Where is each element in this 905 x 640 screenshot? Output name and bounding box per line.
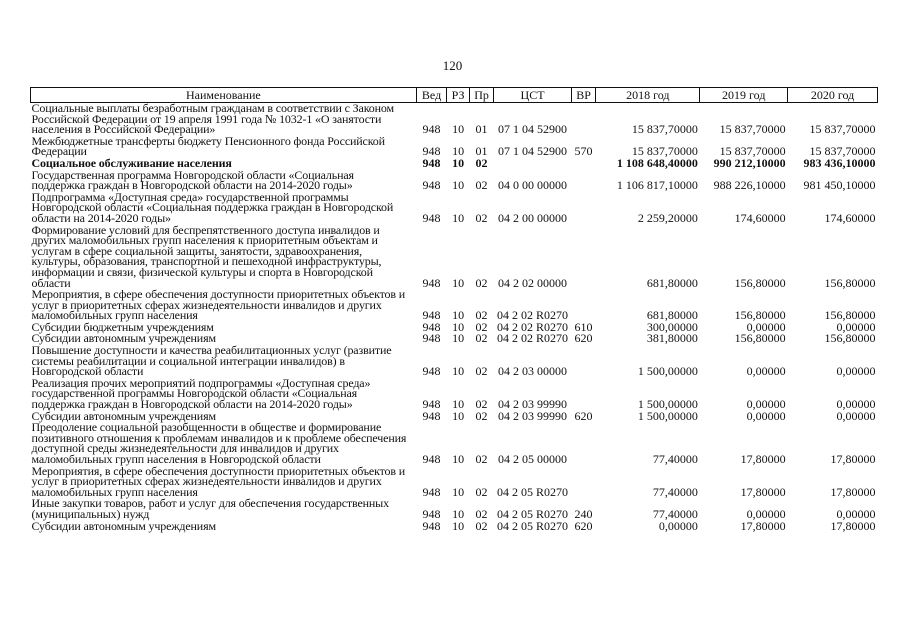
cell-pr: 02 bbox=[475, 178, 488, 193]
column-header-name: Наименование bbox=[31, 88, 417, 103]
cell-pr: 02 bbox=[475, 408, 488, 423]
cell-vr: 620 bbox=[574, 331, 593, 346]
cell-vr bbox=[571, 224, 595, 289]
cell-2019: 174,60000 bbox=[734, 210, 786, 225]
cell-2018: 0,00000 bbox=[658, 518, 698, 533]
cell-rz: 10 bbox=[452, 155, 465, 170]
cell-vr: 620 bbox=[574, 408, 593, 423]
cell-2018: 1 500,00000 bbox=[637, 408, 698, 423]
table-row bbox=[31, 377, 878, 410]
cell-2018: 15 837,70000 bbox=[631, 144, 698, 159]
cell-2019: 156,80000 bbox=[734, 308, 786, 323]
cell-cst: 04 2 03 99990 bbox=[498, 397, 568, 412]
table-row bbox=[31, 520, 878, 532]
cell-ved: 948 bbox=[422, 275, 441, 290]
cell-rz: 10 bbox=[452, 308, 465, 323]
cell-2019: 156,80000 bbox=[734, 331, 786, 346]
cell-2019: 990 212,10000 bbox=[713, 155, 786, 170]
cell-vr: 610 bbox=[574, 319, 593, 334]
cell-pr: 02 bbox=[475, 308, 488, 323]
cell-rz: 10 bbox=[452, 408, 465, 423]
cell-vr bbox=[571, 465, 595, 498]
cell-2019: 0,00000 bbox=[746, 408, 786, 423]
cell-ved: 948 bbox=[422, 484, 441, 499]
cell-cst: 04 2 00 00000 bbox=[498, 210, 568, 225]
cell-name: Преодоление социальной разобщенности в обществе и формирование позитивного отношения к проблемам инвалидов и к проблеме обеспечения доступной среды жизнедеятельности для инвалидов и других маломобильных групп населения в Новгородской области bbox=[31, 420, 407, 466]
cell-cst: 04 2 03 99990 bbox=[498, 408, 568, 423]
table-row bbox=[31, 465, 878, 498]
cell-2020: 17,80000 bbox=[830, 518, 876, 533]
cell-2020: 0,00000 bbox=[836, 408, 876, 423]
table-row bbox=[31, 191, 878, 224]
cell-rz: 10 bbox=[452, 484, 465, 499]
cell-vr bbox=[571, 421, 595, 464]
cell-cst: 04 2 02 R0270 bbox=[497, 331, 569, 346]
cell-pr: 02 bbox=[475, 275, 488, 290]
cell-ved: 948 bbox=[422, 144, 441, 159]
column-header-ved: Вед bbox=[416, 88, 447, 103]
cell-name: Субсидии автономным учреждениям bbox=[31, 518, 216, 533]
cell-2020: 0,00000 bbox=[836, 319, 876, 334]
cell-cst: 04 2 05 R0270 bbox=[497, 506, 569, 521]
cell-pr: 01 bbox=[475, 122, 488, 137]
cell-pr: 02 bbox=[475, 331, 488, 346]
cell-cst: 04 2 02 R0270 bbox=[497, 308, 569, 323]
table-row bbox=[31, 421, 878, 464]
cell-vr: 620 bbox=[574, 518, 593, 533]
cell-rz: 10 bbox=[452, 364, 465, 379]
cell-cst: 04 2 03 00000 bbox=[498, 364, 568, 379]
cell-vr bbox=[571, 344, 595, 377]
cell-ved: 948 bbox=[422, 319, 441, 334]
cell-ved: 948 bbox=[422, 452, 441, 466]
cell-cst: 04 2 02 00000 bbox=[498, 275, 568, 290]
cell-name: Повышение доступности и качества реабилитационных услуг (развитие системы реабилитации и социальной интеграции инвалидов) в Новгородской области bbox=[31, 343, 392, 379]
cell-ved: 948 bbox=[422, 210, 441, 225]
cell-rz: 10 bbox=[452, 178, 465, 193]
cell-name: Межбюджетные трансферты бюджету Пенсионного фонда Российской Федерации bbox=[31, 133, 385, 159]
cell-name: Мероприятия, в сфере обеспечения доступности приоритетных объектов и услуг в приоритетных сферах жизнедеятельности инвалидов и других маломобильных групп населения bbox=[31, 287, 406, 323]
cell-name: Субсидии автономным учреждениям bbox=[31, 408, 216, 423]
cell-rz: 10 bbox=[452, 518, 465, 533]
cell-rz: 10 bbox=[452, 144, 465, 159]
cell-cst: 04 2 05 R0270 bbox=[497, 484, 569, 499]
cell-ved: 948 bbox=[422, 178, 441, 193]
cell-cst bbox=[494, 157, 572, 169]
table-row bbox=[31, 169, 878, 191]
cell-rz: 10 bbox=[452, 331, 465, 346]
cell-2018: 15 837,70000 bbox=[631, 122, 698, 137]
cell-2019: 0,00000 bbox=[746, 506, 786, 521]
cell-2019: 0,00000 bbox=[746, 397, 786, 412]
table-row bbox=[31, 135, 878, 157]
column-header-2019: 2019 год bbox=[700, 88, 788, 103]
cell-ved: 948 bbox=[422, 364, 441, 379]
cell-2020: 983 436,10000 bbox=[803, 155, 876, 170]
cell-2018: 1 108 648,40000 bbox=[616, 155, 698, 170]
cell-2020: 15 837,70000 bbox=[809, 122, 876, 137]
cell-2019: 17,80000 bbox=[740, 452, 786, 466]
cell-2020: 15 837,70000 bbox=[809, 144, 876, 159]
cell-name: Реализация прочих мероприятий подпрограммы «Доступная среда» государственной программы Новгородской области «Социальная поддержка граждан в Новгородской области на 2014-2020 годы» bbox=[31, 375, 371, 412]
cell-2018: 77,40000 bbox=[652, 452, 698, 466]
cell-pr: 02 bbox=[475, 452, 488, 466]
cell-pr: 02 bbox=[475, 210, 488, 225]
column-header-rz: РЗ bbox=[447, 88, 469, 103]
cell-ved: 948 bbox=[422, 518, 441, 533]
table-row bbox=[31, 224, 878, 289]
cell-2019: 15 837,70000 bbox=[719, 122, 786, 137]
cell-ved: 948 bbox=[422, 506, 441, 521]
cell-2020: 17,80000 bbox=[830, 452, 876, 466]
cell-rz: 10 bbox=[452, 275, 465, 290]
cell-cst: 04 0 00 00000 bbox=[498, 178, 568, 193]
cell-2018: 381,80000 bbox=[646, 331, 698, 346]
cell-pr: 02 bbox=[475, 506, 488, 521]
cell-name: Иные закупки товаров, работ и услуг для обеспечения государственных (муниципальных) нужд bbox=[31, 496, 389, 521]
cell-2018: 77,40000 bbox=[652, 484, 698, 499]
cell-ved: 948 bbox=[422, 308, 441, 323]
cell-cst: 07 1 04 52900 bbox=[498, 122, 568, 137]
cell-ved: 948 bbox=[422, 397, 441, 412]
cell-vr bbox=[571, 377, 595, 410]
cell-2018: 681,80000 bbox=[646, 275, 698, 290]
cell-vr bbox=[571, 288, 595, 321]
cell-ved: 948 bbox=[422, 122, 441, 137]
cell-pr: 02 bbox=[475, 364, 488, 379]
cell-2019: 17,80000 bbox=[740, 484, 786, 499]
table-row bbox=[31, 497, 878, 519]
cell-2019: 0,00000 bbox=[746, 319, 786, 334]
column-header-2018: 2018 год bbox=[596, 88, 700, 103]
cell-ved: 948 bbox=[422, 331, 441, 346]
cell-ved: 948 bbox=[422, 408, 441, 423]
cell-2019: 988 226,10000 bbox=[713, 178, 786, 193]
page-number: 120 bbox=[442, 58, 463, 73]
cell-cst: 04 2 05 R0270 bbox=[497, 518, 569, 533]
cell-2020: 156,80000 bbox=[824, 331, 876, 346]
column-header-2020: 2020 год bbox=[788, 88, 878, 103]
cell-2018: 1 500,00000 bbox=[637, 397, 698, 412]
cell-vr bbox=[571, 169, 595, 191]
cell-2018: 1 106 817,10000 bbox=[616, 178, 698, 193]
cell-vr: 570 bbox=[574, 144, 593, 159]
cell-name: Подпрограмма «Доступная среда» государственной программы Новгородской области «Социальная поддержка граждан в Новгородской области на 2014-2020 годы» bbox=[31, 189, 394, 225]
cell-2020: 156,80000 bbox=[824, 308, 876, 323]
cell-cst: 04 2 02 R0270 bbox=[497, 319, 569, 334]
cell-rz: 10 bbox=[452, 397, 465, 412]
table-row bbox=[31, 157, 878, 169]
cell-2018: 77,40000 bbox=[652, 506, 698, 521]
cell-cst: 07 1 04 52900 bbox=[498, 144, 568, 159]
cell-name: Субсидии автономным учреждениям bbox=[31, 331, 216, 346]
cell-2020: 0,00000 bbox=[836, 397, 876, 412]
cell-2020: 17,80000 bbox=[830, 484, 876, 499]
cell-2020: 981 450,10000 bbox=[803, 178, 876, 193]
cell-name: Мероприятия, в сфере обеспечения доступности приоритетных объектов и услуг в приоритетных сферах жизнедеятельности инвалидов и других маломобильных групп населения bbox=[31, 463, 406, 499]
column-header-vr: ВР bbox=[571, 88, 595, 103]
cell-2019: 15 837,70000 bbox=[719, 144, 786, 159]
cell-name: Формирование условий для беспрепятственного доступа инвалидов и других маломобильных групп населения к приоритетным объектам и услугам в сфере социальной защиты, занятости, здравоохранения, культуры, образования, транспортной и пешеходной инфраструктуры, информации и связи, физической культуры и спорта в Новгородской области bbox=[31, 222, 382, 290]
cell-2020: 0,00000 bbox=[836, 364, 876, 379]
cell-rz: 10 bbox=[452, 319, 465, 334]
table-body bbox=[31, 103, 878, 532]
table-row bbox=[31, 103, 878, 135]
cell-cst: 04 2 05 00000 bbox=[498, 452, 568, 466]
budget-table bbox=[30, 87, 878, 531]
column-header-pr: Пр bbox=[469, 88, 493, 103]
cell-name: Социальное обслуживание населения bbox=[31, 155, 232, 170]
column-header-cst: ЦСТ bbox=[494, 88, 572, 103]
cell-name: Государственная программа Новгородской области «Социальная поддержка граждан в Новгородской области на 2014-2020 годы» bbox=[31, 167, 354, 193]
cell-2019: 17,80000 bbox=[740, 518, 786, 533]
table-row bbox=[31, 288, 878, 321]
cell-pr: 02 bbox=[475, 155, 488, 170]
cell-2020: 174,60000 bbox=[824, 210, 876, 225]
cell-2018: 1 500,00000 bbox=[637, 364, 698, 379]
cell-pr: 01 bbox=[475, 144, 488, 159]
cell-rz: 10 bbox=[452, 506, 465, 521]
cell-vr bbox=[571, 157, 595, 169]
cell-ved: 948 bbox=[422, 155, 441, 170]
cell-2018: 2 259,20000 bbox=[637, 210, 698, 225]
cell-pr: 02 bbox=[475, 484, 488, 499]
cell-name: Субсидии бюджетным учреждениям bbox=[31, 319, 214, 334]
cell-name: Социальные выплаты безработным гражданам в соответствии с Законом Российской Федерации от 19 апреля 1991 года № 1032-1 «О занятости населения в Российской Федерации» bbox=[31, 101, 394, 137]
cell-2019: 156,80000 bbox=[734, 275, 786, 290]
cell-2018: 300,00000 bbox=[646, 319, 698, 334]
cell-pr: 02 bbox=[475, 319, 488, 334]
cell-pr: 02 bbox=[475, 518, 488, 533]
cell-2020: 0,00000 bbox=[836, 506, 876, 521]
cell-rz: 10 bbox=[452, 210, 465, 225]
cell-vr: 240 bbox=[574, 506, 593, 521]
table-row bbox=[31, 344, 878, 377]
cell-vr bbox=[571, 103, 595, 135]
cell-2018: 681,80000 bbox=[646, 308, 698, 323]
cell-vr bbox=[571, 191, 595, 224]
cell-2020: 156,80000 bbox=[824, 275, 876, 290]
cell-rz: 10 bbox=[452, 122, 465, 137]
cell-rz: 10 bbox=[452, 452, 465, 466]
cell-pr: 02 bbox=[475, 397, 488, 412]
cell-2019: 0,00000 bbox=[746, 364, 786, 379]
